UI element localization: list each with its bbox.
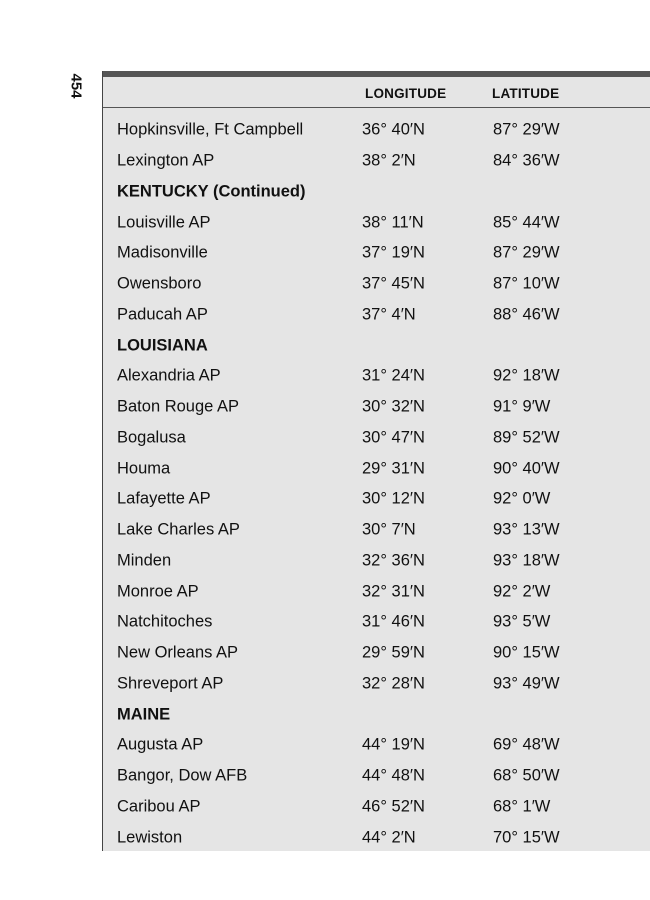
- longitude-value: 37° 19′N: [362, 243, 425, 262]
- state-heading-row: [103, 330, 650, 361]
- city-name: Louisville AP: [117, 213, 211, 232]
- latitude-value: 68° 1′W: [493, 797, 551, 816]
- latitude-value: 92° 0′W: [493, 489, 551, 508]
- longitude-value: 32° 28′N: [362, 674, 425, 693]
- longitude-value: 37° 45′N: [362, 274, 425, 293]
- longitude-value: 30° 32′N: [362, 397, 425, 416]
- table-row: [103, 115, 650, 146]
- city-name: Lafayette AP: [117, 489, 211, 508]
- table-row: [103, 484, 650, 515]
- longitude-value: 30° 12′N: [362, 489, 425, 508]
- latitude-value: 87° 10′W: [493, 274, 560, 293]
- longitude-value: 30° 7′N: [362, 520, 416, 539]
- table-row: [103, 638, 650, 669]
- longitude-value: 38° 11′N: [362, 213, 424, 232]
- table-body: [103, 115, 650, 853]
- city-name: Caribou AP: [117, 797, 201, 816]
- table-row: [103, 546, 650, 577]
- table-row: [103, 792, 650, 823]
- latitude-value: 69° 48′W: [493, 735, 560, 754]
- coordinates-table: [102, 71, 650, 851]
- city-name: Bangor, Dow AFB: [117, 766, 248, 785]
- latitude-value: 87° 29′W: [493, 243, 560, 262]
- table-row: [103, 576, 650, 607]
- table-row: [103, 423, 650, 454]
- latitude-value: 70° 15′W: [493, 828, 560, 847]
- longitude-value: 32° 31′N: [362, 582, 425, 601]
- table-row: [103, 730, 650, 761]
- city-name: Augusta AP: [117, 735, 204, 754]
- table-row: [103, 669, 650, 700]
- longitude-value: 37° 4′N: [362, 305, 416, 324]
- longitude-value: 44° 2′N: [362, 828, 416, 847]
- table-row: [103, 822, 650, 853]
- city-name: Owensboro: [117, 274, 202, 293]
- city-name: Baton Rouge AP: [117, 397, 240, 416]
- city-name: Alexandria AP: [117, 366, 221, 385]
- table-row: [103, 269, 650, 300]
- table-row: [103, 392, 650, 423]
- city-name: Shreveport AP: [117, 674, 224, 693]
- latitude-value: 93° 13′W: [493, 520, 560, 539]
- city-name: Paducah AP: [117, 305, 208, 324]
- city-name: Madisonville: [117, 243, 208, 262]
- latitude-value: 89° 52′W: [493, 428, 560, 447]
- table-row: [103, 761, 650, 792]
- city-name: Minden: [117, 551, 172, 570]
- city-name: Lewiston: [117, 828, 183, 847]
- longitude-value: 32° 36′N: [362, 551, 425, 570]
- longitude-value: 30° 47′N: [362, 428, 425, 447]
- page-number-text: 454: [67, 73, 85, 99]
- city-name: Lexington AP: [117, 151, 215, 170]
- table-row: [103, 361, 650, 392]
- city-name: Hopkinsville, Ft Campbell: [117, 120, 304, 139]
- table-row: [103, 207, 650, 238]
- longitude-value: 38° 2′N: [362, 151, 416, 170]
- latitude-value: 93° 5′W: [493, 612, 551, 631]
- table-header: [103, 77, 650, 108]
- longitude-header: LONGITUDE: [365, 86, 447, 101]
- page-number: [66, 68, 86, 104]
- city-name: Lake Charles AP: [117, 520, 240, 539]
- latitude-value: 93° 18′W: [493, 551, 560, 570]
- city-name: Monroe AP: [117, 582, 199, 601]
- latitude-value: 90° 40′W: [493, 459, 560, 478]
- latitude-value: 93° 49′W: [493, 674, 560, 693]
- city-name: New Orleans AP: [117, 643, 239, 662]
- longitude-value: 44° 19′N: [362, 735, 425, 754]
- longitude-value: 31° 24′N: [362, 366, 425, 385]
- table-row: [103, 238, 650, 269]
- state-heading: KENTUCKY (Continued): [117, 182, 306, 201]
- latitude-value: 84° 36′W: [493, 151, 560, 170]
- latitude-value: 91° 9′W: [493, 397, 551, 416]
- latitude-value: 88° 46′W: [493, 305, 560, 324]
- table-row: [103, 300, 650, 331]
- table-row: [103, 607, 650, 638]
- latitude-header: LATITUDE: [492, 86, 560, 101]
- longitude-value: 46° 52′N: [362, 797, 425, 816]
- longitude-value: 31° 46′N: [362, 612, 425, 631]
- table-row: [103, 515, 650, 546]
- state-heading: MAINE: [117, 705, 171, 724]
- latitude-value: 92° 2′W: [493, 582, 551, 601]
- latitude-value: 92° 18′W: [493, 366, 560, 385]
- city-name: Houma: [117, 459, 171, 478]
- table-row: [103, 453, 650, 484]
- latitude-value: 85° 44′W: [493, 213, 560, 232]
- city-name: Bogalusa: [117, 428, 186, 447]
- state-heading-row: [103, 699, 650, 730]
- latitude-value: 90° 15′W: [493, 643, 560, 662]
- longitude-value: 29° 31′N: [362, 459, 425, 478]
- city-name: Natchitoches: [117, 612, 213, 631]
- longitude-value: 36° 40′N: [362, 120, 425, 139]
- longitude-value: 44° 48′N: [362, 766, 425, 785]
- state-heading-row: [103, 177, 650, 208]
- state-heading: LOUISIANA: [117, 336, 208, 355]
- latitude-value: 87° 29′W: [493, 120, 560, 139]
- table-row: [103, 146, 650, 177]
- longitude-value: 29° 59′N: [362, 643, 425, 662]
- latitude-value: 68° 50′W: [493, 766, 560, 785]
